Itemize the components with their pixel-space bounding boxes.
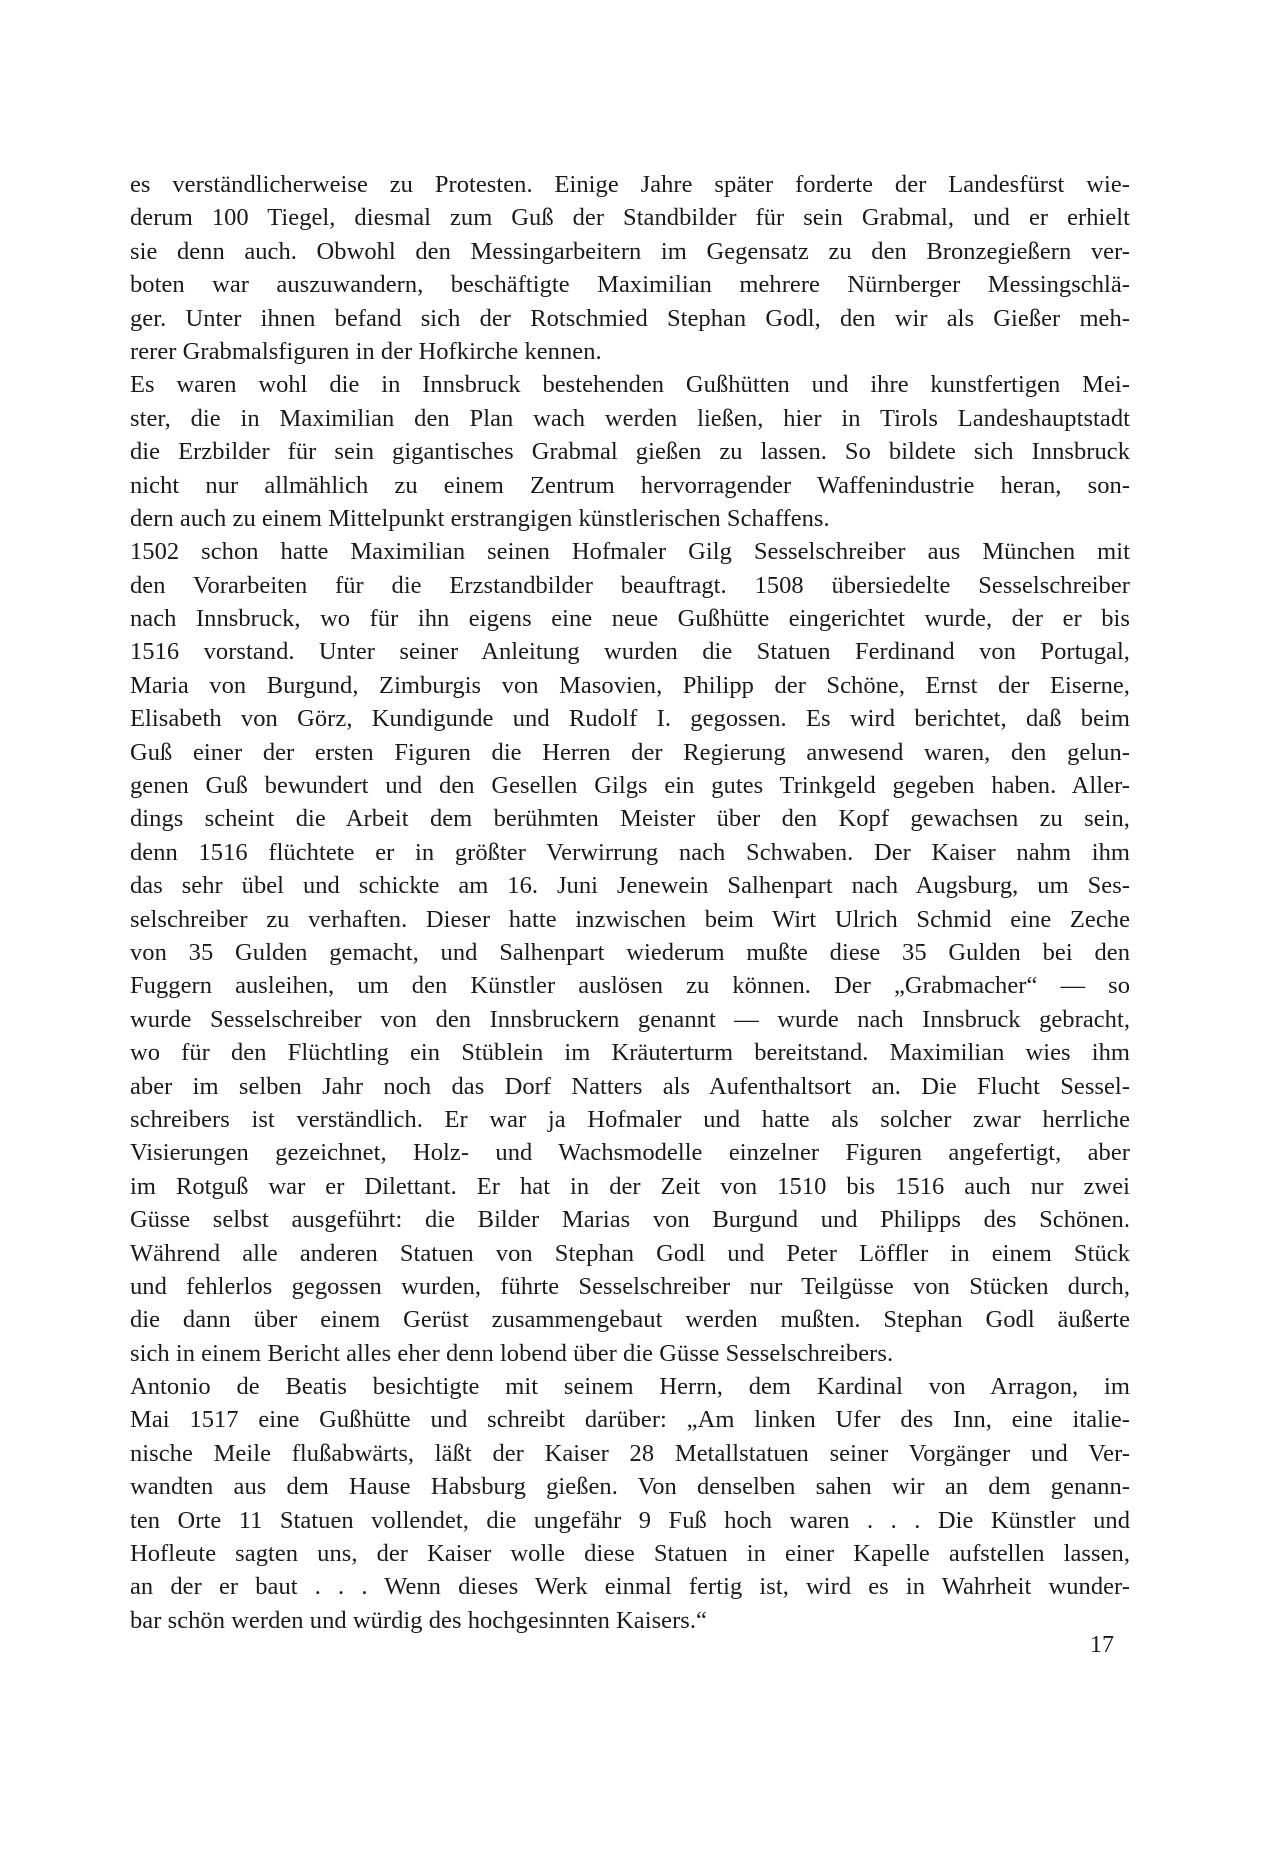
text-line: den Vorarbeiten für die Erzstandbilder beauftragt. 1508 übersiedelte Sesselschreiber — [130, 571, 1130, 599]
text-line: nicht nur allmählich zu einem Zentrum hervorragender Waffenindustrie heran, son- — [130, 471, 1130, 499]
text-line: 1502 schon hatte Maximilian seinen Hofmaler Gilg Sesselschreiber aus München mit — [130, 538, 1130, 566]
text-line: Visierungen gezeichnet, Holz- und Wachsmodelle einzelner Figuren angefertigt, aber — [130, 1139, 1130, 1167]
text-line: 1516 vorstand. Unter seiner Anleitung wurden die Statuen Ferdinand von Portugal, — [130, 638, 1130, 666]
text-line: Während alle anderen Statuen von Stephan Godl und Peter Löffler in einem Stück — [130, 1239, 1130, 1267]
text-line: nische Meile flußabwärts, läßt der Kaiser 28 Metallstatuen seiner Vorgänger und Ver- — [130, 1439, 1130, 1467]
text-line: Fuggern ausleihen, um den Künstler auslösen zu können. Der „Grabmacher“ — so — [130, 972, 1130, 1000]
text-line: Mai 1517 eine Gußhütte und schreibt darüber: „Am linken Ufer des Inn, eine italie- — [130, 1406, 1130, 1434]
paragraph-4 — [130, 1370, 1130, 1637]
text-line: denn 1516 flüchtete er in größter Verwirrung nach Schwaben. Der Kaiser nahm ihm — [130, 838, 1130, 866]
text-line: ger. Unter ihnen befand sich der Rotschmied Stephan Godl, den wir als Gießer meh- — [130, 304, 1130, 332]
paragraph-1 — [130, 168, 1130, 368]
text-line: genen Guß bewundert und den Gesellen Gilgs ein gutes Trinkgeld gegeben haben. Aller- — [130, 772, 1130, 800]
text-line: Es waren wohl die in Innsbruck bestehenden Gußhütten und ihre kunstfertigen Mei- — [130, 371, 1130, 399]
text-line: dings scheint die Arbeit dem berühmten Meister über den Kopf gewachsen zu sein, — [130, 805, 1130, 833]
text-line: sich in einem Bericht alles eher denn lobend über die Güsse Sesselschreibers. — [130, 1339, 894, 1367]
text-line: Elisabeth von Görz, Kundigunde und Rudolf I. gegossen. Es wird berichtet, daß beim — [130, 705, 1130, 733]
text-line: bar schön werden und würdig des hochgesinnten Kaisers.“ — [130, 1606, 707, 1634]
text-line: Güsse selbst ausgeführt: die Bilder Marias von Burgund und Philipps des Schönen. — [130, 1206, 1130, 1234]
text-line: aber im selben Jahr noch das Dorf Natters als Aufenthaltsort an. Die Flucht Sessel- — [130, 1072, 1130, 1100]
text-line: Guß einer der ersten Figuren die Herren der Regierung anwesend waren, den gelun- — [130, 738, 1130, 766]
text-line: wo für den Flüchtling ein Stüblein im Kräuterturm bereitstand. Maximilian wies ihm — [130, 1039, 1130, 1067]
text-line: derum 100 Tiegel, diesmal zum Guß der Standbilder für sein Grabmal, und er erhielt — [130, 204, 1130, 232]
text-line: das sehr übel und schickte am 16. Juni Jenewein Salhenpart nach Augsburg, um Ses- — [130, 872, 1130, 900]
text-line: ten Orte 11 Statuen vollendet, die ungefähr 9 Fuß hoch waren . . . Die Künstler und — [130, 1506, 1130, 1534]
text-line: Maria von Burgund, Zimburgis von Masovien, Philipp der Schöne, Ernst der Eiserne, — [130, 671, 1130, 699]
text-line: Hofleute sagten uns, der Kaiser wolle diese Statuen in einer Kapelle aufstellen lassen, — [130, 1540, 1130, 1568]
text-line: rerer Grabmalsfiguren in der Hofkirche kennen. — [130, 337, 602, 365]
text-line: die Erzbilder für sein gigantisches Grabmal gießen zu lassen. So bildete sich Innsbruck — [130, 438, 1130, 466]
text-line: schreibers ist verständlich. Er war ja Hofmaler und hatte als solcher zwar herrliche — [130, 1105, 1130, 1133]
body-text — [130, 168, 1130, 1637]
text-line: dern auch zu einem Mittelpunkt erstrangigen künstlerischen Schaffens. — [130, 504, 830, 532]
text-line: wandten aus dem Hause Habsburg gießen. Von denselben sahen wir an dem genann- — [130, 1473, 1130, 1501]
text-line: es verständlicherweise zu Protesten. Einige Jahre später forderte der Landesfürst wie- — [130, 171, 1130, 198]
text-line: selschreiber zu verhaften. Dieser hatte inzwischen beim Wirt Ulrich Schmid eine Zeche — [130, 905, 1130, 933]
text-line: die dann über einem Gerüst zusammengebaut werden mußten. Stephan Godl äußerte — [130, 1306, 1130, 1334]
page-number: 17 — [1090, 1632, 1114, 1658]
paragraph-2 — [130, 368, 1130, 535]
text-line: wurde Sesselschreiber von den Innsbruckern genannt — wurde nach Innsbruck gebracht, — [130, 1005, 1130, 1033]
text-line: im Rotguß war er Dilettant. Er hat in der Zeit von 1510 bis 1516 auch nur zwei — [130, 1172, 1130, 1200]
paragraph-3 — [130, 535, 1130, 1370]
text-line: Antonio de Beatis besichtigte mit seinem Herrn, dem Kardinal von Arragon, im — [130, 1373, 1130, 1401]
text-line: von 35 Gulden gemacht, und Salhenpart wiederum mußte diese 35 Gulden bei den — [130, 938, 1130, 966]
text-line: nach Innsbruck, wo für ihn eigens eine neue Gußhütte eingerichtet wurde, der er bis — [130, 605, 1130, 633]
text-line: boten war auszuwandern, beschäftigte Maximilian mehrere Nürnberger Messingschlä- — [130, 271, 1130, 299]
text-line: ster, die in Maximilian den Plan wach werden ließen, hier in Tirols Landeshauptstadt — [130, 404, 1130, 432]
text-line: sie denn auch. Obwohl den Messingarbeitern im Gegensatz zu den Bronzegießern ver- — [130, 237, 1130, 265]
text-line: und fehlerlos gegossen wurden, führte Sesselschreiber nur Teilgüsse von Stücken durch, — [130, 1272, 1130, 1300]
text-line: an der er baut . . . Wenn dieses Werk einmal fertig ist, wird es in Wahrheit wunder- — [130, 1573, 1130, 1601]
